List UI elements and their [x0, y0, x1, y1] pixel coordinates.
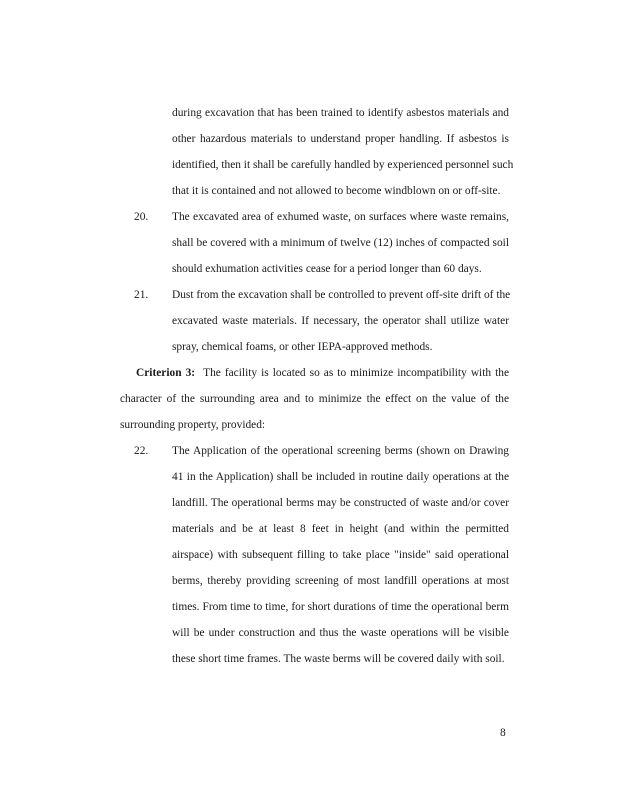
page-number: 8: [500, 727, 506, 739]
continuation-line-3: identified, then it shall be carefully handled by experienced personnel such: [172, 159, 514, 171]
item-21-line-3: spray, chemical foams, or other IEPA-approved methods.: [172, 341, 433, 353]
criterion-3-label: Criterion 3:: [136, 367, 196, 379]
criterion-3-line-1: [136, 366, 509, 380]
item-22-line-6: berms, thereby providing screening of most landfill operations at most: [172, 575, 509, 587]
continuation-line-1: during excavation that has been trained to identify asbestos materials and: [172, 107, 509, 119]
continuation-line-2: other hazardous materials to understand proper handling. If asbestos is: [172, 133, 509, 145]
item-21-line-1: Dust from the excavation shall be controlled to prevent off-site drift of the: [172, 289, 511, 301]
item-22-line-7: times. From time to time, for short durations of time the operational berm: [172, 601, 509, 613]
criterion-3-line-3: surrounding property, provided:: [120, 419, 266, 431]
item-22-line-5: airspace) with subsequent filling to take place "inside" said operational: [172, 549, 509, 561]
criterion-3-line-1-text: The facility is located so as to minimize incompatibility with the: [203, 367, 509, 379]
item-20-line-2: shall be covered with a minimum of twelve (12) inches of compacted soil: [172, 237, 509, 249]
item-20-number: 20.: [134, 211, 149, 223]
item-20-line-3: should exhumation activities cease for a period longer than 60 days.: [172, 263, 482, 275]
item-21-line-2: excavated waste materials. If necessary, the operator shall utilize water: [172, 315, 509, 327]
item-22-line-4: materials and be at least 8 feet in height (and within the permitted: [172, 523, 509, 535]
item-22-line-8: will be under construction and thus the waste operations will be visible: [172, 627, 509, 639]
item-20-line-1: The excavated area of exhumed waste, on surfaces where waste remains,: [172, 211, 509, 223]
continuation-line-4: that it is contained and not allowed to become windblown on or off-site.: [172, 185, 501, 197]
item-22-line-3: landfill. The operational berms may be constructed of waste and/or cover: [172, 497, 509, 509]
item-22-line-2: 41 in the Application) shall be included in routine daily operations at the: [172, 471, 509, 483]
item-22-number: 22.: [134, 445, 149, 457]
criterion-3-line-2: character of the surrounding area and to minimize the effect on the value of the: [120, 393, 509, 405]
item-22-line-9: these short time frames. The waste berms will be covered daily with soil.: [172, 653, 505, 665]
item-21-number: 21.: [134, 289, 149, 301]
item-22-line-1: The Application of the operational screening berms (shown on Drawing: [172, 445, 509, 457]
